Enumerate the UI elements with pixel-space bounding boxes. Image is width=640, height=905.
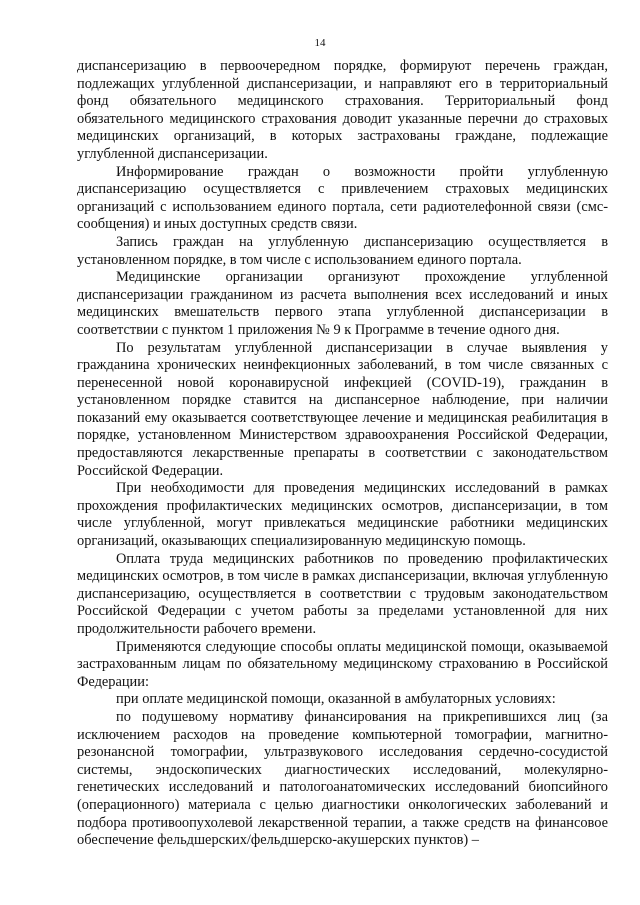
paragraph: Применяются следующие способы оплаты медицинской помощи, оказываемой застрахованным лицам по обязательному медицинскому страхованию в Российской Федерации: [77,638,608,690]
body-text [77,58,608,850]
paragraph: Информирование граждан о возможности пройти углубленную диспансеризацию осуществляется с привлечением страховых медицинских организаций с использованием единого портала, сети радиотелефонной связи (смс-сообщения) и иных доступных средств связи. [77,163,608,233]
paragraph: диспансеризацию в первоочередном порядке, формируют перечень граждан, подлежащих углубленной диспансеризации, и направляют его в территориальный фонд обязательного медицинского страхования. Территориальный фонд обязательного медицинского страхования доводит указанные перечни до страховых медицинских организаций, в которых застрахованы граждане, подлежащие углубленной диспансеризации. [77,58,608,162]
paragraph: при оплате медицинской помощи, оказанной в амбулаторных условиях: [116,691,556,708]
paragraph: По результатам углубленной диспансеризации в случае выявления у гражданина хронических неинфекционных заболеваний, в том числе связанных с перенесенной новой коронавирусной инфекцией (COVID-19), гражданин в установленном порядке ставится на диспансерное наблюдение, при наличии показаний ему оказывается соответствующее лечение и медицинская реабилитация в порядке, установленном Министерством здравоохранения Российской Федерации, предоставляются лекарственные препараты в соответствии с законодательством Российской Федерации. [77,339,608,479]
paragraph: Запись граждан на углубленную диспансеризацию осуществляется в установленном порядке, в том числе с использованием единого портала. [77,233,608,268]
paragraph: При необходимости для проведения медицинских исследований в рамках прохождения профилактических медицинских осмотров, диспансеризации, в том числе углубленной, могут привлекаться медицинские работники медицинских организаций, оказывающих специализированную медицинскую помощь. [77,480,608,550]
paragraph: Медицинские организации организуют прохождение углубленной диспансеризации гражданином из расчета выполнения всех исследований и иных медицинских вмешательств первого этапа углубленной диспансеризации в соответствии с пунктом 1 приложения № 9 к Программе в течение одного дня. [77,269,608,338]
paragraph: по подушевому нормативу финансирования на прикрепившихся лиц (за исключением расходов на проведение компьютерной томографии, магнитно-резонансной томографии, ультразвукового исследования сердечно-сосудистой системы, эндоскопических диагностических исследований, молекулярно-генетических исследований и патологоанатомических исследований биопсийного (операционного) материала с целью диагностики онкологических заболеваний и подбора противоопухолевой лекарственной терапии, а также средств на финансовое обеспечение фельдшерских/фельдшерско-акушерских пунктов) – [77,708,608,849]
paragraph: Оплата труда медицинских работников по проведению профилактических медицинских осмотров, в том числе в рамках диспансеризации, включая углубленную диспансеризацию, осуществляется в соответствии с трудовым законодательством Российской Федерации с учетом работы за пределами установленной для них продолжительности рабочего времени. [77,550,608,637]
page-number: 14 [314,37,326,49]
